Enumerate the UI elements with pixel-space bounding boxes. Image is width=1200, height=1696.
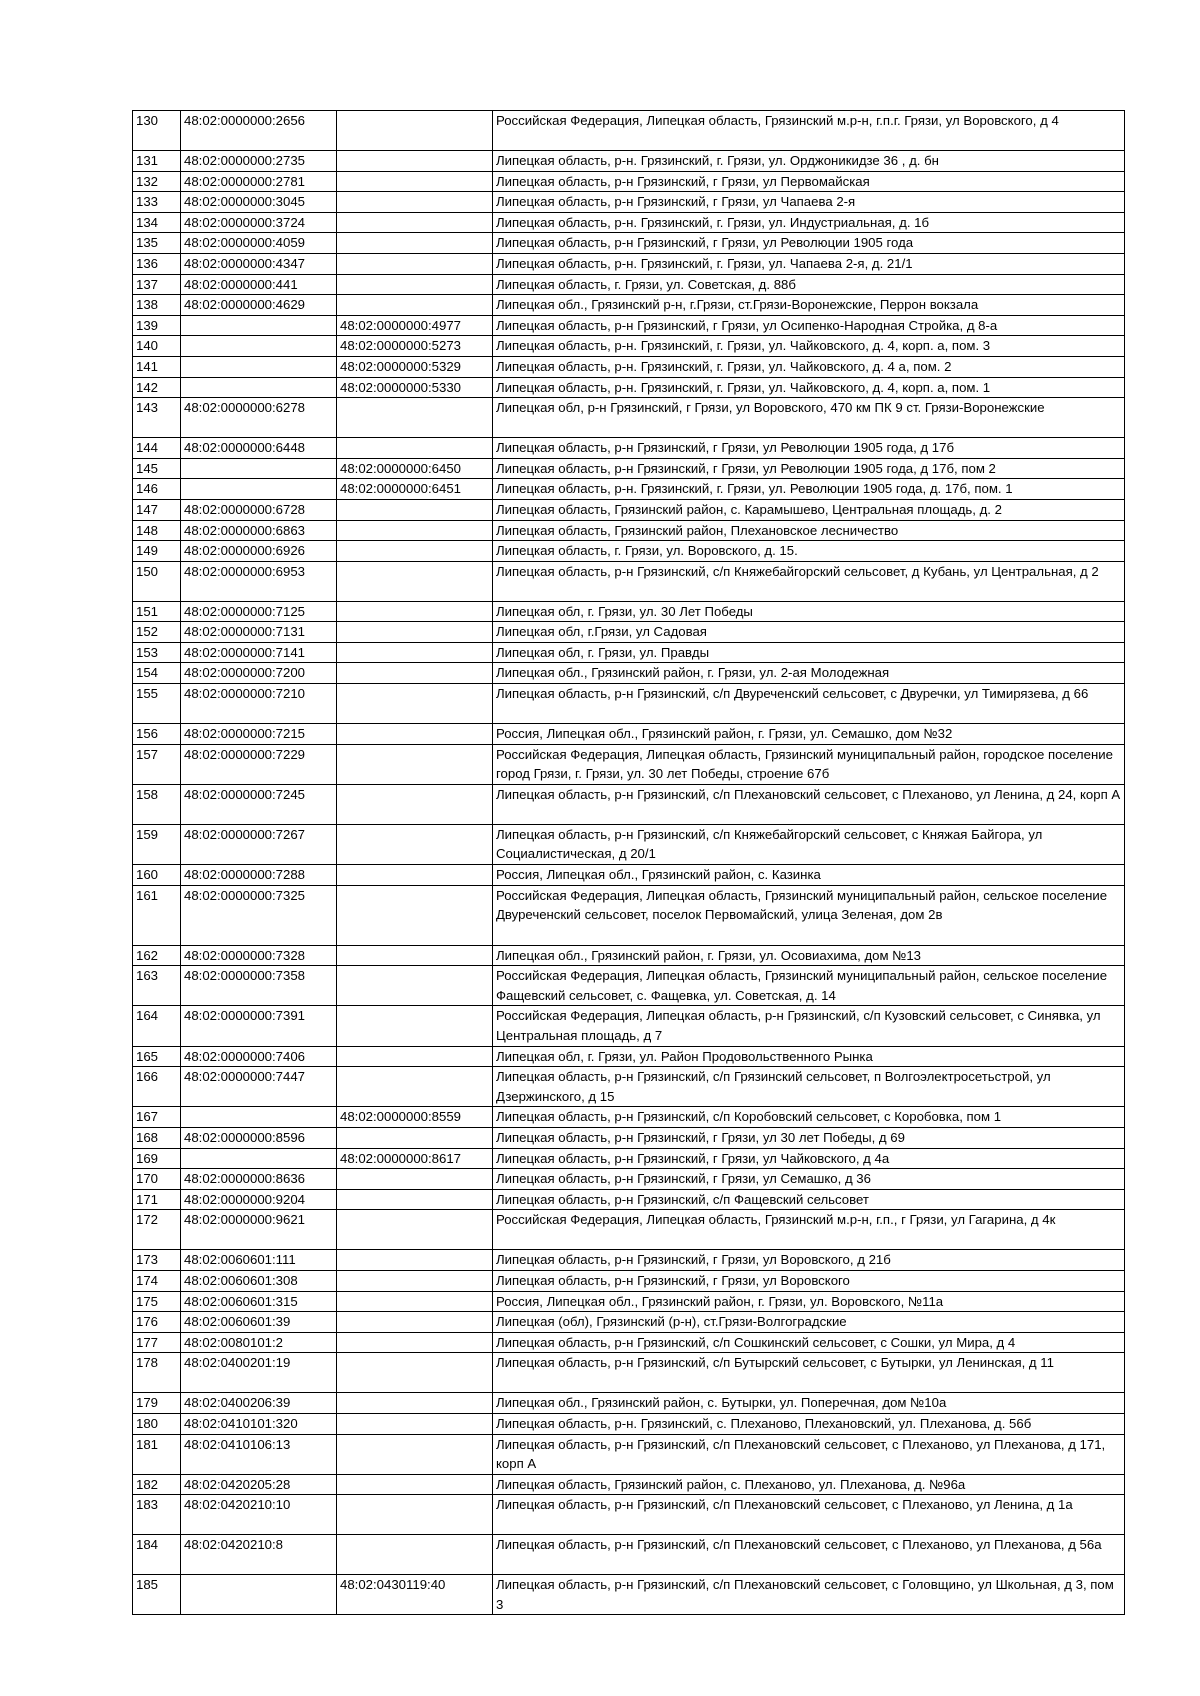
cadastral-number-cell (181, 377, 337, 398)
address-cell: Липецкая область, р-н Грязинский, г Грязи, ул Революции 1905 года, д 17б (493, 438, 1125, 459)
address-cell: Липецкая область, р-н Грязинский, г Грязи, ул Чайковского, д 4а (493, 1148, 1125, 1169)
address-cell: Липецкая обл, г.Грязи, ул Садовая (493, 622, 1125, 643)
address-cell: Липецкая область, р-н Грязинский, с/п Плехановский сельсовет, с Плеханово, ул Плеханова, д 171, корп А (493, 1434, 1125, 1474)
address-cell: Российская Федерация, Липецкая область, Грязинский муниципальный район, сельское поселение Фащевский сельсовет, с. Фащевка, ул. Советская, д. 14 (493, 966, 1125, 1006)
cadastral-number-cell: 48:02:0000000:4629 (181, 295, 337, 316)
cadastral-number-cell (181, 315, 337, 336)
cadastral-number-cell (181, 356, 337, 377)
cadastral-number-cell: 48:02:0060601:111 (181, 1250, 337, 1271)
address-cell: Российская Федерация, Липецкая область, Грязинский м.р-н, г.п.г. Грязи, ул Воровского, д 4 (493, 111, 1125, 151)
address-cell: Липецкая область, р-н Грязинский, г Грязи, ул Первомайская (493, 171, 1125, 192)
address-cell: Липецкая область, р-н Грязинский, с/п Грязинский сельсовет, п Волгоэлектросетьстрой, ул Дзержинского, д 15 (493, 1067, 1125, 1107)
row-number-cell: 141 (133, 356, 181, 377)
table-row (133, 499, 1125, 520)
cadastral-number-cell: 48:02:0000000:6926 (181, 541, 337, 562)
address-cell: Российская Федерация, Липецкая область, р-н Грязинский, с/п Кузовский сельсовет, с Синявка, ул Центральная площадь, д 7 (493, 1006, 1125, 1046)
table-row (133, 1067, 1125, 1107)
row-number-cell: 177 (133, 1332, 181, 1353)
cadastral-number-secondary-cell (337, 253, 493, 274)
address-cell: Липецкая область, г. Грязи, ул. Советская, д. 88б (493, 274, 1125, 295)
cadastral-number-secondary-cell: 48:02:0000000:5329 (337, 356, 493, 377)
row-number-cell: 163 (133, 966, 181, 1006)
address-cell: Липецкая область, р-н. Грязинский, г. Грязи, ул. Орджоникидзе 36 , д. бн (493, 151, 1125, 172)
row-number-cell: 161 (133, 885, 181, 945)
address-cell: Липецкая область, р-н Грязинский, г Грязи, ул Воровского, д 21б (493, 1250, 1125, 1271)
table-row (133, 784, 1125, 824)
table-row (133, 945, 1125, 966)
cadastral-number-secondary-cell (337, 274, 493, 295)
cadastral-number-cell: 48:02:0000000:7325 (181, 885, 337, 945)
cadastral-number-cell: 48:02:0000000:9204 (181, 1189, 337, 1210)
cadastral-number-cell: 48:02:0000000:3045 (181, 192, 337, 213)
table-row (133, 253, 1125, 274)
table-row (133, 642, 1125, 663)
row-number-cell: 152 (133, 622, 181, 643)
table-row (133, 356, 1125, 377)
table-row (133, 1312, 1125, 1333)
row-number-cell: 182 (133, 1474, 181, 1495)
cadastral-number-cell: 48:02:0000000:441 (181, 274, 337, 295)
row-number-cell: 154 (133, 663, 181, 684)
row-number-cell: 144 (133, 438, 181, 459)
cadastral-number-secondary-cell (337, 111, 493, 151)
address-cell: Липецкая обл., Грязинский р-н, г.Грязи, ст.Грязи-Воронежские, Перрон вокзала (493, 295, 1125, 316)
cadastral-number-cell: 48:02:0400201:19 (181, 1353, 337, 1393)
cadastral-number-secondary-cell (337, 295, 493, 316)
cadastral-number-secondary-cell (337, 1474, 493, 1495)
address-cell: Липецкая область, р-н Грязинский, с/п Плехановский сельсовет, с Головщино, ул Школьная, д 3, пом 3 (493, 1575, 1125, 1615)
row-number-cell: 145 (133, 458, 181, 479)
cadastral-number-cell: 48:02:0420205:28 (181, 1474, 337, 1495)
cadastral-number-secondary-cell (337, 1393, 493, 1414)
cadastral-number-cell: 48:02:0420210:10 (181, 1495, 337, 1535)
cadastral-number-cell: 48:02:0000000:7200 (181, 663, 337, 684)
row-number-cell: 146 (133, 479, 181, 500)
table-row (133, 966, 1125, 1006)
table-row (133, 1535, 1125, 1575)
row-number-cell: 178 (133, 1353, 181, 1393)
row-number-cell: 166 (133, 1067, 181, 1107)
cadastral-number-cell: 48:02:0400206:39 (181, 1393, 337, 1414)
address-cell: Липецкая обл, г. Грязи, ул. Правды (493, 642, 1125, 663)
cadastral-number-secondary-cell: 48:02:0000000:6450 (337, 458, 493, 479)
address-cell: Липецкая (обл), Грязинский (р-н), ст.Грязи-Волгоградские (493, 1312, 1125, 1333)
address-cell: Липецкая область, р-н Грязинский, с/п Княжебайгорский сельсовет, д Кубань, ул Центральная, д 2 (493, 561, 1125, 601)
address-cell: Липецкая область, р-н. Грязинский, г. Грязи, ул. Чапаева 2-я, д. 21/1 (493, 253, 1125, 274)
address-cell: Липецкая область, р-н Грязинский, с/п Княжебайгорский сельсовет, с Княжая Байгора, ул Социалистическая, д 20/1 (493, 824, 1125, 864)
row-number-cell: 164 (133, 1006, 181, 1046)
cadastral-number-secondary-cell (337, 642, 493, 663)
cadastral-number-cell: 48:02:0060601:315 (181, 1291, 337, 1312)
cadastral-number-secondary-cell (337, 622, 493, 643)
row-number-cell: 174 (133, 1270, 181, 1291)
cadastral-number-cell: 48:02:0000000:3724 (181, 212, 337, 233)
row-number-cell: 159 (133, 824, 181, 864)
address-cell: Липецкая область, р-н Грязинский, с/п Двуреченский сельсовет, с Двуречки, ул Тимирязева, д 66 (493, 684, 1125, 724)
cadastral-number-secondary-cell (337, 784, 493, 824)
row-number-cell: 135 (133, 233, 181, 254)
cadastral-number-secondary-cell (337, 1270, 493, 1291)
cadastral-number-secondary-cell (337, 1535, 493, 1575)
row-number-cell: 162 (133, 945, 181, 966)
cadastral-number-secondary-cell: 48:02:0000000:5273 (337, 336, 493, 357)
address-cell: Липецкая область, Грязинский район, с. Плеханово, ул. Плеханова, д. №96а (493, 1474, 1125, 1495)
cadastral-number-secondary-cell (337, 1434, 493, 1474)
address-cell: Липецкая обл, г. Грязи, ул. 30 Лет Победы (493, 601, 1125, 622)
row-number-cell: 150 (133, 561, 181, 601)
cadastral-number-secondary-cell (337, 233, 493, 254)
cadastral-number-cell: 48:02:0000000:7267 (181, 824, 337, 864)
address-cell: Липецкая область, р-н. Грязинский, г. Грязи, ул. Индустриальная, д. 1б (493, 212, 1125, 233)
cadastral-number-secondary-cell (337, 212, 493, 233)
table-row (133, 1474, 1125, 1495)
table-row (133, 1127, 1125, 1148)
cadastral-number-secondary-cell (337, 151, 493, 172)
cadastral-number-cell (181, 1575, 337, 1615)
cadastral-number-cell: 48:02:0000000:7391 (181, 1006, 337, 1046)
table-row (133, 336, 1125, 357)
table-row (133, 398, 1125, 438)
address-cell: Липецкая область, Грязинский район, с. Карамышево, Центральная площадь, д. 2 (493, 499, 1125, 520)
cadastral-number-secondary-cell (337, 520, 493, 541)
cadastral-number-cell: 48:02:0000000:9621 (181, 1210, 337, 1250)
table-row (133, 1270, 1125, 1291)
row-number-cell: 136 (133, 253, 181, 274)
cadastral-number-cell: 48:02:0000000:7131 (181, 622, 337, 643)
table-row (133, 824, 1125, 864)
address-cell: Липецкая область, р-н Грязинский, г Грязи, ул Семашко, д 36 (493, 1169, 1125, 1190)
row-number-cell: 170 (133, 1169, 181, 1190)
table-row (133, 601, 1125, 622)
property-registry-table (132, 110, 1125, 1615)
table-row (133, 622, 1125, 643)
cadastral-number-cell: 48:02:0000000:4347 (181, 253, 337, 274)
cadastral-number-secondary-cell (337, 684, 493, 724)
cadastral-number-secondary-cell (337, 1067, 493, 1107)
cadastral-number-secondary-cell: 48:02:0000000:8559 (337, 1107, 493, 1128)
table-row (133, 212, 1125, 233)
table-row (133, 458, 1125, 479)
cadastral-number-cell: 48:02:0410101:320 (181, 1413, 337, 1434)
cadastral-number-secondary-cell (337, 1046, 493, 1067)
cadastral-number-cell (181, 479, 337, 500)
row-number-cell: 147 (133, 499, 181, 520)
cadastral-number-secondary-cell: 48:02:0000000:5330 (337, 377, 493, 398)
table-row (133, 1107, 1125, 1128)
row-number-cell: 175 (133, 1291, 181, 1312)
address-cell: Липецкая область, р-н Грязинский, г Грязи, ул Воровского (493, 1270, 1125, 1291)
table-row (133, 663, 1125, 684)
address-cell: Липецкая область, р-н Грязинский, с/п Плехановский сельсовет, с Плеханово, ул Ленина, д 1а (493, 1495, 1125, 1535)
row-number-cell: 179 (133, 1393, 181, 1414)
address-cell: Липецкая область, р-н Грязинский, с/п Коробовский сельсовет, с Коробовка, пом 1 (493, 1107, 1125, 1128)
row-number-cell: 169 (133, 1148, 181, 1169)
table-row (133, 274, 1125, 295)
cadastral-number-cell: 48:02:0000000:6448 (181, 438, 337, 459)
cadastral-number-cell (181, 1148, 337, 1169)
cadastral-number-secondary-cell (337, 1291, 493, 1312)
table-row (133, 1046, 1125, 1067)
address-cell: Липецкая область, р-н Грязинский, г Грязи, ул Революции 1905 года (493, 233, 1125, 254)
table-row (133, 1189, 1125, 1210)
row-number-cell: 167 (133, 1107, 181, 1128)
table-row (133, 1332, 1125, 1353)
row-number-cell: 185 (133, 1575, 181, 1615)
address-cell: Липецкая область, Грязинский район, Плехановское лесничество (493, 520, 1125, 541)
cadastral-number-cell: 48:02:0000000:6863 (181, 520, 337, 541)
address-cell: Липецкая область, р-н. Грязинский, г. Грязи, ул. Революции 1905 года, д. 17б, пом. 1 (493, 479, 1125, 500)
cadastral-number-cell: 48:02:0000000:7447 (181, 1067, 337, 1107)
cadastral-number-secondary-cell (337, 824, 493, 864)
row-number-cell: 172 (133, 1210, 181, 1250)
row-number-cell: 158 (133, 784, 181, 824)
address-cell: Липецкая область, р-н Грязинский, г Грязи, ул Чапаева 2-я (493, 192, 1125, 213)
cadastral-number-secondary-cell (337, 1189, 493, 1210)
table-row (133, 1291, 1125, 1312)
cadastral-number-secondary-cell (337, 398, 493, 438)
address-cell: Липецкая область, р-н. Грязинский, г. Грязи, ул. Чайковского, д. 4 а, пом. 2 (493, 356, 1125, 377)
row-number-cell: 130 (133, 111, 181, 151)
row-number-cell: 139 (133, 315, 181, 336)
row-number-cell: 180 (133, 1413, 181, 1434)
table-row (133, 1250, 1125, 1271)
row-number-cell: 168 (133, 1127, 181, 1148)
row-number-cell: 137 (133, 274, 181, 295)
cadastral-number-secondary-cell (337, 601, 493, 622)
row-number-cell: 148 (133, 520, 181, 541)
table-row (133, 438, 1125, 459)
table-row (133, 1434, 1125, 1474)
address-cell: Липецкая область, р-н. Грязинский, с. Плеханово, Плехановский, ул. Плеханова, д. 56б (493, 1413, 1125, 1434)
cadastral-number-cell: 48:02:0000000:8636 (181, 1169, 337, 1190)
cadastral-number-cell: 48:02:0060601:308 (181, 1270, 337, 1291)
cadastral-number-cell: 48:02:0000000:7288 (181, 865, 337, 886)
table-row (133, 192, 1125, 213)
row-number-cell: 173 (133, 1250, 181, 1271)
cadastral-number-cell (181, 1107, 337, 1128)
row-number-cell: 151 (133, 601, 181, 622)
table-row (133, 233, 1125, 254)
address-cell: Липецкая область, р-н. Грязинский, г. Грязи, ул. Чайковского, д. 4, корп. а, пом. 3 (493, 336, 1125, 357)
address-cell: Российская Федерация, Липецкая область, Грязинский муниципальный район, городское поселение город Грязи, г. Грязи, ул. 30 лет Победы, строение 67б (493, 744, 1125, 784)
cadastral-number-cell (181, 336, 337, 357)
table-row (133, 1169, 1125, 1190)
cadastral-number-secondary-cell (337, 1332, 493, 1353)
table-row (133, 1393, 1125, 1414)
cadastral-number-cell: 48:02:0060601:39 (181, 1312, 337, 1333)
table-row (133, 1210, 1125, 1250)
cadastral-number-cell: 48:02:0000000:7406 (181, 1046, 337, 1067)
table-row (133, 541, 1125, 562)
address-cell: Липецкая область, р-н Грязинский, г Грязи, ул Осипенко-Народная Стройка, д 8-а (493, 315, 1125, 336)
row-number-cell: 132 (133, 171, 181, 192)
row-number-cell: 183 (133, 1495, 181, 1535)
cadastral-number-cell: 48:02:0000000:2656 (181, 111, 337, 151)
row-number-cell: 138 (133, 295, 181, 316)
cadastral-number-cell: 48:02:0000000:6953 (181, 561, 337, 601)
table-row (133, 479, 1125, 500)
cadastral-number-secondary-cell (337, 1353, 493, 1393)
cadastral-number-secondary-cell (337, 1210, 493, 1250)
cadastral-number-secondary-cell (337, 171, 493, 192)
table-row (133, 1495, 1125, 1535)
cadastral-number-cell: 48:02:0000000:2735 (181, 151, 337, 172)
cadastral-number-cell: 48:02:0000000:4059 (181, 233, 337, 254)
row-number-cell: 131 (133, 151, 181, 172)
row-number-cell: 184 (133, 1535, 181, 1575)
table-row (133, 1413, 1125, 1434)
address-cell: Липецкая обл, р-н Грязинский, г Грязи, ул Воровского, 470 км ПК 9 ст. Грязи-Воронежские (493, 398, 1125, 438)
cadastral-number-secondary-cell (337, 1250, 493, 1271)
table-row (133, 885, 1125, 945)
table-row (133, 171, 1125, 192)
cadastral-number-secondary-cell (337, 1413, 493, 1434)
cadastral-number-cell: 48:02:0420210:8 (181, 1535, 337, 1575)
address-cell: Липецкая область, р-н Грязинский, с/п Сошкинский сельсовет, с Сошки, ул Мира, д 4 (493, 1332, 1125, 1353)
address-cell: Россия, Липецкая обл., Грязинский район, г. Грязи, ул. Семашко, дом №32 (493, 724, 1125, 745)
row-number-cell: 140 (133, 336, 181, 357)
cadastral-number-cell: 48:02:0000000:7141 (181, 642, 337, 663)
cadastral-number-secondary-cell (337, 1006, 493, 1046)
cadastral-number-secondary-cell (337, 966, 493, 1006)
cadastral-number-cell: 48:02:0000000:8596 (181, 1127, 337, 1148)
address-cell: Липецкая обл, г. Грязи, ул. Район Продовольственного Рынка (493, 1046, 1125, 1067)
table-row (133, 1148, 1125, 1169)
table-row (133, 684, 1125, 724)
table-row (133, 865, 1125, 886)
table-row (133, 315, 1125, 336)
row-number-cell: 142 (133, 377, 181, 398)
row-number-cell: 181 (133, 1434, 181, 1474)
address-cell: Липецкая область, р-н Грязинский, с/п Бутырский сельсовет, с Бутырки, ул Ленинская, д 11 (493, 1353, 1125, 1393)
cadastral-number-cell: 48:02:0000000:7245 (181, 784, 337, 824)
address-cell: Липецкая область, г. Грязи, ул. Воровского, д. 15. (493, 541, 1125, 562)
address-cell: Липецкая обл., Грязинский район, с. Бутырки, ул. Поперечная, дом №10а (493, 1393, 1125, 1414)
table-row (133, 1353, 1125, 1393)
address-cell: Липецкая область, р-н Грязинский, г Грязи, ул Революции 1905 года, д 17б, пом 2 (493, 458, 1125, 479)
address-cell: Россия, Липецкая обл., Грязинский район, с. Казинка (493, 865, 1125, 886)
row-number-cell: 133 (133, 192, 181, 213)
cadastral-number-secondary-cell (337, 744, 493, 784)
cadastral-number-secondary-cell (337, 663, 493, 684)
cadastral-number-cell: 48:02:0000000:7328 (181, 945, 337, 966)
cadastral-number-cell: 48:02:0080101:2 (181, 1332, 337, 1353)
cadastral-number-secondary-cell (337, 724, 493, 745)
cadastral-number-secondary-cell (337, 865, 493, 886)
cadastral-number-cell: 48:02:0000000:2781 (181, 171, 337, 192)
row-number-cell: 156 (133, 724, 181, 745)
cadastral-number-secondary-cell: 48:02:0000000:6451 (337, 479, 493, 500)
row-number-cell: 160 (133, 865, 181, 886)
address-cell: Липецкая область, р-н Грязинский, с/п Плехановский сельсовет, с Плеханово, ул Ленина, д 24, корп А (493, 784, 1125, 824)
row-number-cell: 165 (133, 1046, 181, 1067)
row-number-cell: 171 (133, 1189, 181, 1210)
table-row (133, 377, 1125, 398)
cadastral-number-secondary-cell (337, 561, 493, 601)
cadastral-number-secondary-cell (337, 1127, 493, 1148)
address-cell: Липецкая область, р-н. Грязинский, г. Грязи, ул. Чайковского, д. 4, корп. а, пом. 1 (493, 377, 1125, 398)
cadastral-number-cell: 48:02:0000000:7229 (181, 744, 337, 784)
address-cell: Липецкая обл., Грязинский район, г. Грязи, ул. 2-ая Молодежная (493, 663, 1125, 684)
table-row (133, 724, 1125, 745)
cadastral-number-secondary-cell (337, 945, 493, 966)
cadastral-number-secondary-cell (337, 541, 493, 562)
row-number-cell: 149 (133, 541, 181, 562)
row-number-cell: 153 (133, 642, 181, 663)
cadastral-number-secondary-cell: 48:02:0000000:4977 (337, 315, 493, 336)
table-row (133, 520, 1125, 541)
table-row (133, 1575, 1125, 1615)
cadastral-number-cell: 48:02:0000000:6278 (181, 398, 337, 438)
cadastral-number-cell: 48:02:0000000:6728 (181, 499, 337, 520)
row-number-cell: 176 (133, 1312, 181, 1333)
cadastral-number-secondary-cell (337, 192, 493, 213)
address-cell: Липецкая область, р-н Грязинский, с/п Фащевский сельсовет (493, 1189, 1125, 1210)
address-cell: Российская Федерация, Липецкая область, Грязинский муниципальный район, сельское поселение Двуреченский сельсовет, поселок Первомайский, улица Зеленая, дом 2в (493, 885, 1125, 945)
row-number-cell: 143 (133, 398, 181, 438)
cadastral-number-cell: 48:02:0000000:7215 (181, 724, 337, 745)
cadastral-number-secondary-cell (337, 438, 493, 459)
registry-body (133, 111, 1125, 1615)
address-cell: Россия, Липецкая обл., Грязинский район, г. Грязи, ул. Воровского, №11а (493, 1291, 1125, 1312)
cadastral-number-cell: 48:02:0000000:7358 (181, 966, 337, 1006)
table-row (133, 151, 1125, 172)
cadastral-number-secondary-cell: 48:02:0430119:40 (337, 1575, 493, 1615)
row-number-cell: 157 (133, 744, 181, 784)
table-row (133, 561, 1125, 601)
cadastral-number-secondary-cell (337, 1169, 493, 1190)
address-cell: Липецкая область, р-н Грязинский, с/п Плехановский сельсовет, с Плеханово, ул Плеханова, д 56а (493, 1535, 1125, 1575)
table-row (133, 1006, 1125, 1046)
cadastral-number-secondary-cell (337, 1495, 493, 1535)
table-row (133, 744, 1125, 784)
address-cell: Российская Федерация, Липецкая область, Грязинский м.р-н, г.п., г Грязи, ул Гагарина, д 4к (493, 1210, 1125, 1250)
cadastral-number-cell: 48:02:0000000:7125 (181, 601, 337, 622)
cadastral-number-secondary-cell (337, 885, 493, 945)
row-number-cell: 134 (133, 212, 181, 233)
address-cell: Липецкая область, р-н Грязинский, г Грязи, ул 30 лет Победы, д 69 (493, 1127, 1125, 1148)
cadastral-number-cell: 48:02:0410106:13 (181, 1434, 337, 1474)
cadastral-number-cell (181, 458, 337, 479)
cadastral-number-cell: 48:02:0000000:7210 (181, 684, 337, 724)
cadastral-number-secondary-cell (337, 1312, 493, 1333)
table-row (133, 295, 1125, 316)
table-row (133, 111, 1125, 151)
cadastral-number-secondary-cell: 48:02:0000000:8617 (337, 1148, 493, 1169)
cadastral-number-secondary-cell (337, 499, 493, 520)
row-number-cell: 155 (133, 684, 181, 724)
address-cell: Липецкая обл., Грязинский район, г. Грязи, ул. Осовиахима, дом №13 (493, 945, 1125, 966)
